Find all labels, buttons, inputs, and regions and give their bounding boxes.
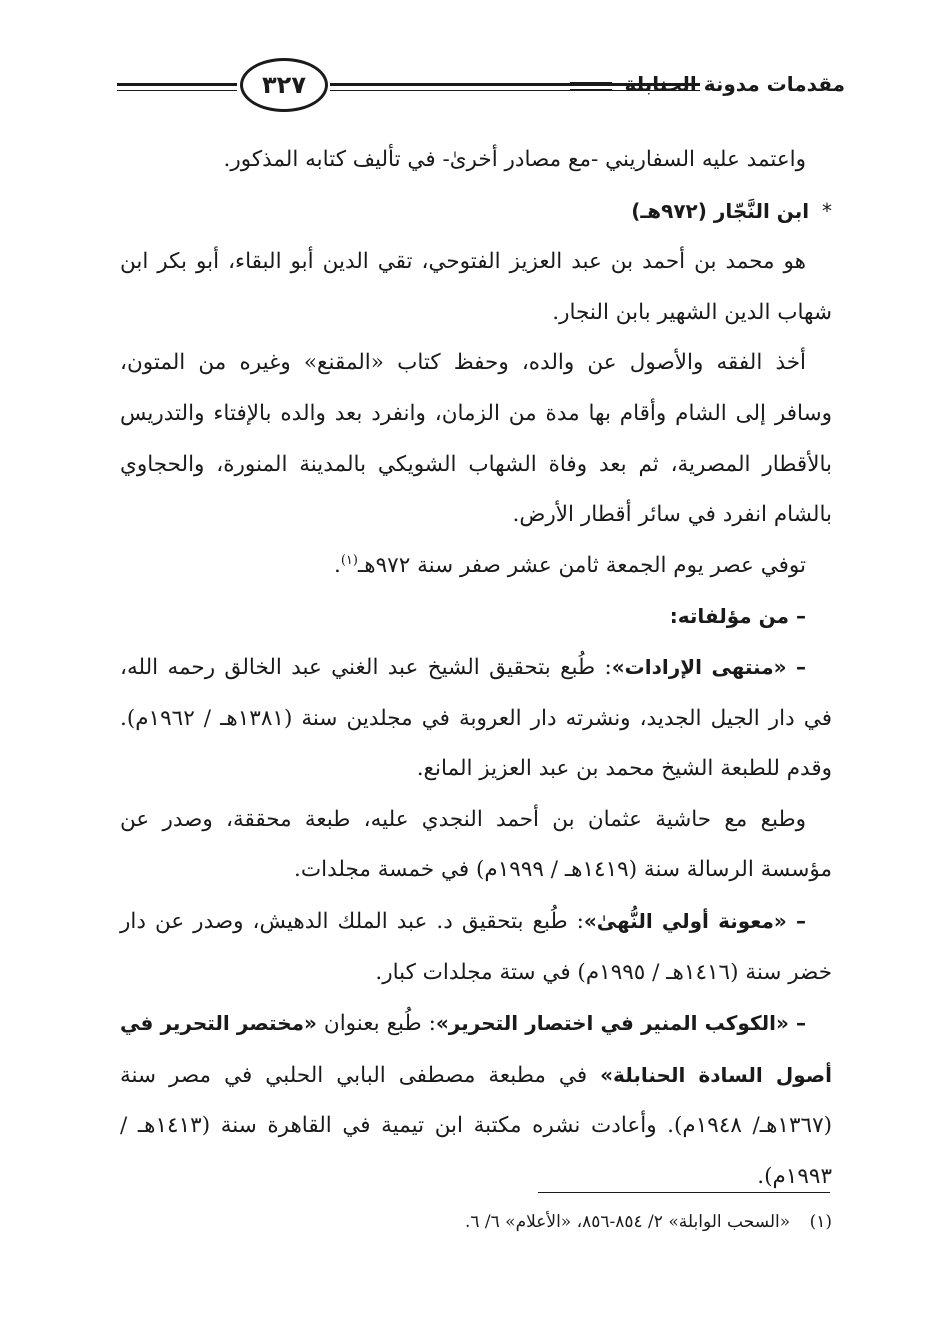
header-rule-right [570, 82, 612, 90]
work-description-cont: في مطبعة مصطفى البابي الحلبي في مصر سنة (١٣٦٧هـ/ ١٩٤٨م). وأعادت نشره مكتبة ابن تيمية في القاهرة سنة (١٤١٣هـ / ١٩٩٣م). [120, 1062, 833, 1189]
heading-asterisk: * [822, 198, 832, 223]
paragraph-intro: واعتمد عليه السفاريني -مع مصادر أخرىٰ- في تأليف كتابه المذكور. [223, 147, 806, 172]
work-alt-title: «مختصر التحرير في أصول السادة الحنابلة» [120, 1011, 832, 1087]
work-description: : طُبع بتحقيق الشيخ عبد الغني عبد الخالق رحمه الله، في دار الجيل الجديد، ونشرته دار العروبة في مجلدين سنة (١٣٨١هـ / ١٩٦٢م). وقدم للطبعة الشيخ محمد بن عبد العزيز المانع. [120, 654, 832, 782]
work-description: : طُبع بتحقيق د. عبد الملك الدهيش، وصدر عن دار خضر سنة (١٤١٦هـ / ١٩٩٥م) في ستة مجلدات كبار. [120, 908, 832, 985]
works-heading: – من مؤلفاته: [669, 604, 806, 629]
work-item-maouna [120, 896, 832, 998]
footnote [120, 1208, 832, 1236]
main-text [120, 135, 832, 1202]
page-number: ٣٢٧ [240, 58, 328, 112]
work-title: – «منتهى الإرادات» [611, 654, 806, 679]
work-title: – «معونة أولي النُّهىٰ» [583, 908, 806, 933]
paragraph-study: أخذ الفقه والأصول عن والده، وحفظ كتاب «المقنع» وغيره من المتون، وسافر إلى الشام وأقام بها مدة من الزمان، وانفرد بعد والده بالإفتاء والتدريس بالأقطار المصرية، ثم بعد وفاة الشهاب الشويكي بالمدينة المنورة، والحجاوي بالشام انفرد في سائر أقطار الأرض. [120, 350, 832, 528]
running-title [570, 72, 845, 96]
work-description: : طُبع بعنوان [316, 1011, 436, 1037]
page-header [105, 58, 845, 118]
footnote-ref[interactable]: (١) [340, 552, 358, 568]
running-title-text: مقدمات مدونة الحنابلة [624, 72, 845, 96]
paragraph-death [120, 541, 832, 592]
footnote-text: «السحب الوابلة» ٢/ ٨٥٤-٨٥٦، «الأعلام» ٦/ ٦. [464, 1212, 791, 1232]
paragraph-edition: وطبع مع حاشية عثمان بن أحمد النجدي عليه، طبعة محققة، وصدر عن مؤسسة الرسالة سنة (١٤١٩هـ / ١٩٩٩م) في خمسة مجلدات. [120, 806, 832, 883]
footnote-divider [538, 1192, 830, 1193]
section-heading [120, 186, 832, 238]
heading-title: ابن النَّجّار (٩٧٢هـ) [631, 198, 810, 223]
header-rule-left [117, 83, 237, 86]
paragraph-bio: هو محمد بن أحمد بن عبد العزيز الفتوحي، تقي الدين أبو البقاء، أبو بكر ابن شهاب الدين الشهير بابن النجار. [120, 249, 832, 325]
death-text-end: . [333, 552, 341, 578]
footnote-number: (١) [809, 1212, 832, 1232]
work-title: – «الكوكب المنير في اختصار التحرير» [435, 1011, 806, 1036]
death-text: توفي عصر يوم الجمعة ثامن عشر صفر سنة ٩٧٢هـ [357, 552, 806, 578]
work-item-muntaha [120, 642, 832, 795]
header-rule-left-thin [117, 90, 237, 91]
work-item-kawkab [120, 998, 832, 1202]
